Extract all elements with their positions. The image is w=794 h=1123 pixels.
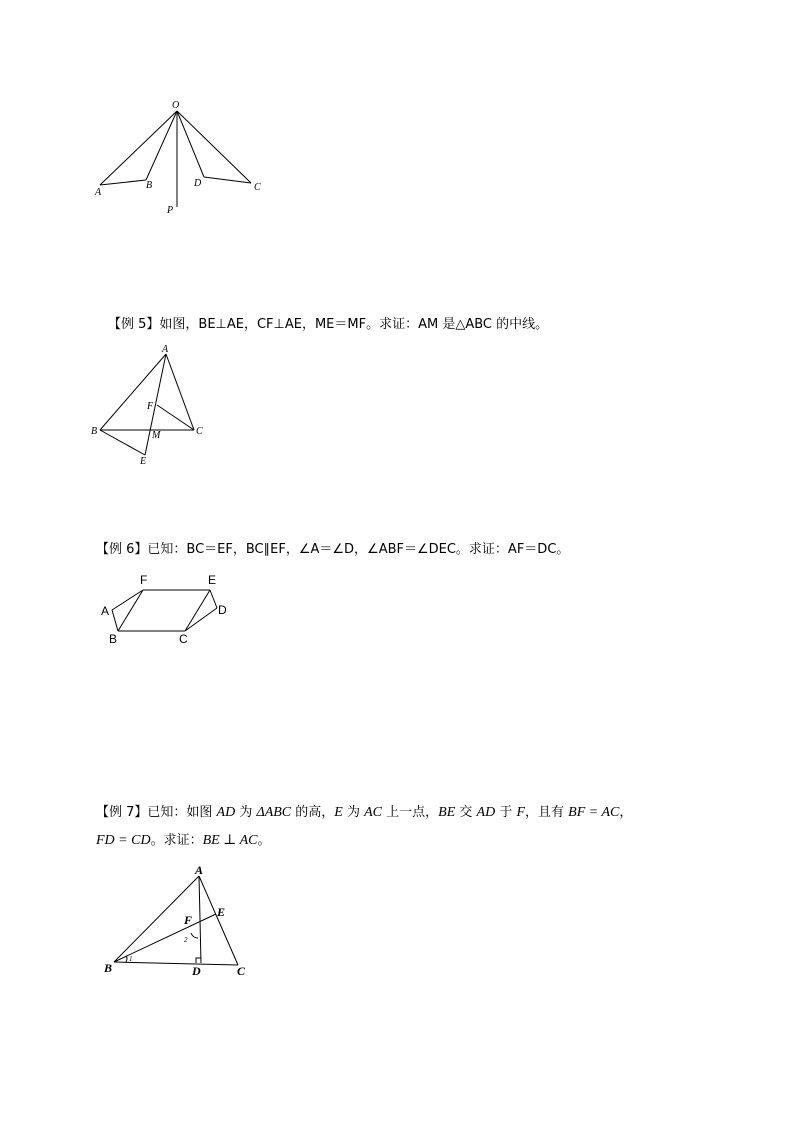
segment-oc	[177, 111, 251, 183]
segment-bc	[114, 962, 238, 965]
example-5-statement	[108, 317, 548, 333]
text: ，	[619, 805, 633, 820]
segment-ed	[210, 590, 217, 608]
figure-example-5	[88, 342, 218, 470]
label-e: E	[208, 573, 217, 587]
example-6-text: 已知：BC＝EF，BC∥EF，∠A＝∠D，∠ABF＝∠DEC。求证：AF＝DC。	[147, 542, 570, 557]
math-be: BE	[438, 805, 456, 820]
segment-ab	[112, 610, 118, 631]
segment-af	[112, 590, 143, 610]
label-p: P	[167, 205, 174, 216]
text: 已知：如图	[147, 805, 217, 820]
label-f: F	[140, 573, 148, 587]
segment-ab	[100, 354, 166, 430]
math-bf-eq-ac: BF = AC	[568, 805, 620, 820]
math-ad: AD	[216, 805, 236, 820]
label-b: B	[104, 961, 113, 975]
example-7-line-2	[96, 832, 271, 850]
math-fd-eq-cd: FD = CD	[96, 833, 151, 848]
label-d: D	[218, 603, 227, 617]
label-a: A	[95, 187, 102, 198]
text: 上一点，	[382, 805, 439, 820]
math-be-perp-ac: BE ⊥ AC	[202, 833, 258, 848]
label-m: M	[152, 430, 161, 441]
label-b: B	[91, 426, 98, 437]
text: ，且有	[525, 805, 569, 820]
label-b: B	[109, 632, 118, 646]
segment-be	[100, 430, 145, 455]
text: 。求证：	[150, 833, 203, 848]
figure-fan-oapc	[85, 92, 275, 222]
label-angle-1: 1	[129, 955, 133, 963]
math-e: E	[334, 805, 343, 820]
segment-bf	[118, 590, 143, 631]
text: 于	[495, 805, 517, 820]
label-e: E	[140, 456, 147, 467]
segment-fc	[157, 405, 194, 430]
label-f: F	[184, 913, 193, 927]
label-f: F	[147, 401, 154, 412]
label-d: D	[194, 178, 202, 189]
text: 为	[235, 805, 257, 820]
label-angle-2: 2	[184, 936, 188, 944]
text: 交	[455, 805, 477, 820]
segment-ob	[146, 111, 177, 180]
label-a: A	[195, 863, 204, 877]
segment-ad	[199, 876, 201, 963]
right-angle-mark	[196, 958, 201, 963]
figure-example-7	[96, 858, 261, 983]
segment-dc	[185, 608, 217, 631]
segment-oa	[100, 111, 177, 185]
label-c: C	[254, 182, 261, 193]
segment-ce	[185, 590, 210, 631]
text: 的高，	[291, 805, 335, 820]
label-d: D	[192, 964, 201, 978]
text: 。	[257, 833, 271, 848]
label-a: A	[162, 344, 169, 355]
label-b: B	[146, 180, 153, 191]
math-triangle-abc: ΔABC	[256, 805, 292, 820]
example-5-tag: 【例 5】	[108, 317, 160, 332]
label-a: A	[101, 604, 110, 618]
text: 为	[342, 805, 365, 820]
segment-ac	[166, 354, 194, 430]
example-6-statement	[96, 542, 569, 558]
figure-example-6	[96, 570, 236, 650]
angle-1-arc	[126, 956, 127, 962]
label-e: E	[217, 905, 226, 919]
math-ac: AC	[364, 805, 383, 820]
example-7-tag: 【例 7】	[96, 805, 148, 820]
math-ad: AD	[476, 805, 496, 820]
label-c: C	[196, 426, 203, 437]
segment-od	[177, 111, 204, 177]
example-7-line-1	[96, 804, 632, 822]
segment-ab	[100, 180, 146, 185]
math-f: F	[516, 805, 526, 820]
label-c: C	[179, 632, 188, 646]
label-c: C	[237, 964, 246, 978]
segment-dc	[204, 177, 251, 183]
example-6-tag: 【例 6】	[96, 542, 148, 557]
label-o: O	[172, 100, 180, 111]
segment-ac	[199, 876, 238, 965]
angle-2-arc	[191, 933, 198, 938]
example-5-text: 如图，BE⊥AE，CF⊥AE，ME＝MF。求证：AM 是△ABC 的中线。	[159, 317, 549, 332]
